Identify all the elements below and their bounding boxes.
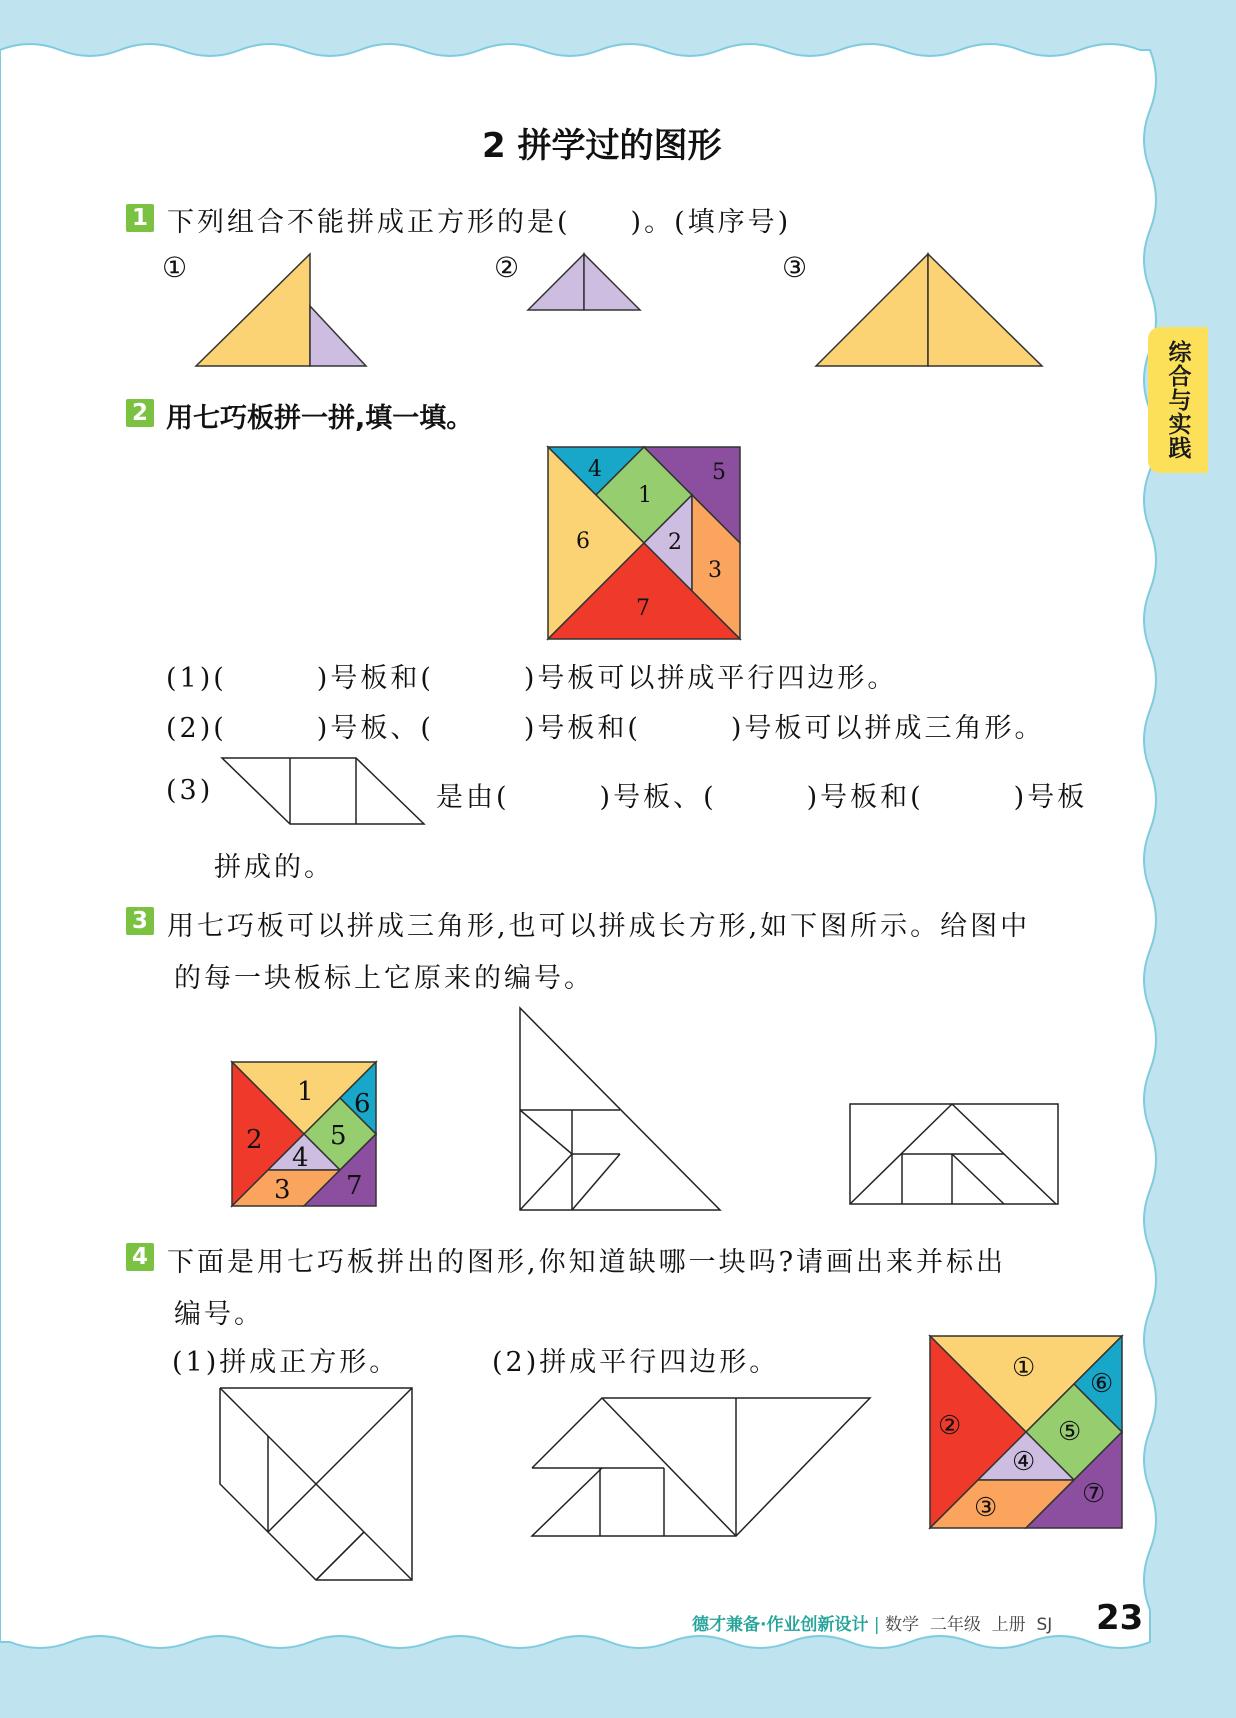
tangram-label-3: 3 [708,558,722,583]
footer-separator: | [873,1615,880,1635]
option-2-label: ② [494,251,520,284]
q2-statement-3-prefix: (3) [166,775,214,806]
tangram-label-6: 6 [576,529,590,554]
question-3-line-2: 的每一块板标上它原来的编号。 [174,963,594,994]
yellow-triangle-left [816,254,928,366]
question-2-text: 用七巧板拼一拼,填一填。 [166,403,474,434]
question-4-line-1: 下面是用七巧板拼出的图形,你知道缺哪一块吗?请画出来并标出 [167,1247,1007,1278]
q4-sub-1: (1)拼成正方形。 [172,1347,400,1378]
ref-label-2: 2 [246,1125,263,1155]
ref4-label-6: ⑥ [1090,1369,1114,1399]
ref-label-5: 5 [330,1121,347,1151]
ref4-label-5: ⑤ [1058,1417,1082,1447]
q2-statement-1: (1)( )号板和( )号板可以拼成平行四边形。 [166,663,898,694]
tangram-label-2: 2 [668,530,682,555]
yellow-triangle-right [928,254,1042,366]
ref-label-3: 3 [274,1175,291,1205]
q2-tangram [546,445,742,641]
question-1-text: 下列组合不能拼成正方形的是( )。(填序号) [167,207,792,238]
footer-info: 数学 二年级 上册 SJ [885,1615,1053,1635]
tangram-label-1: 1 [638,483,652,508]
q4-parallelogram-figure [530,1396,874,1540]
question-4-badge: 4 [126,1243,154,1271]
tangram-label-5: 5 [712,460,726,485]
option-2-figure [524,250,644,314]
q4-tangram-reference [928,1334,1124,1530]
option-3-figure [812,250,1048,370]
tangram-label-7: 7 [636,596,650,621]
ref4-label-3: ③ [974,1493,998,1523]
ref-label-7: 7 [346,1171,363,1201]
option-3-label: ③ [782,251,808,284]
question-3-badge: 3 [126,907,154,935]
purple-triangle-left [528,254,584,310]
q2-statement-3-text: 是由( )号板、( )号板和( )号板 [436,782,1088,813]
q4-square-figure [218,1386,416,1584]
ref-label-6: 6 [354,1089,371,1119]
question-1-badge: 1 [126,204,154,232]
ref4-label-7: ⑦ [1082,1479,1106,1509]
tangram-label-4: 4 [588,457,602,482]
ref4-label-4: ④ [1012,1447,1036,1477]
ref4-label-1: ① [1012,1353,1036,1383]
yellow-triangle [196,254,310,366]
q3-rectangle-figure [848,1102,1060,1208]
q3-tangram-reference [230,1060,380,1212]
page-title: 2 拼学过的图形 [482,126,722,166]
q2-statement-3-tail: 拼成的。 [214,852,334,883]
question-4-line-2: 编号。 [174,1299,264,1330]
option-1-label: ① [162,251,188,284]
ref-label-1: 1 [297,1077,314,1107]
option-1-figure [190,250,370,370]
q2-statement-2: (2)( )号板、( )号板和( )号板可以拼成三角形。 [166,713,1045,744]
question-2-badge: 2 [126,399,154,427]
purple-triangle [310,306,366,366]
purple-triangle-right [584,254,640,310]
ref-label-4: 4 [292,1143,309,1173]
q2-parallelogram-figure [220,756,426,826]
footer-brand: 德才兼备·作业创新设计 [692,1615,869,1635]
q4-sub-2: (2)拼成平行四边形。 [492,1347,780,1378]
q3-triangle-figure [516,1004,724,1214]
ref4-label-2: ② [938,1411,962,1441]
page-number: 23 [1096,1598,1144,1638]
question-3-line-1: 用七巧板可以拼成三角形,也可以拼成长方形,如下图所示。给图中 [167,911,1031,942]
footer [692,1610,1052,1635]
section-tab: 综合与实践 [1148,327,1208,473]
